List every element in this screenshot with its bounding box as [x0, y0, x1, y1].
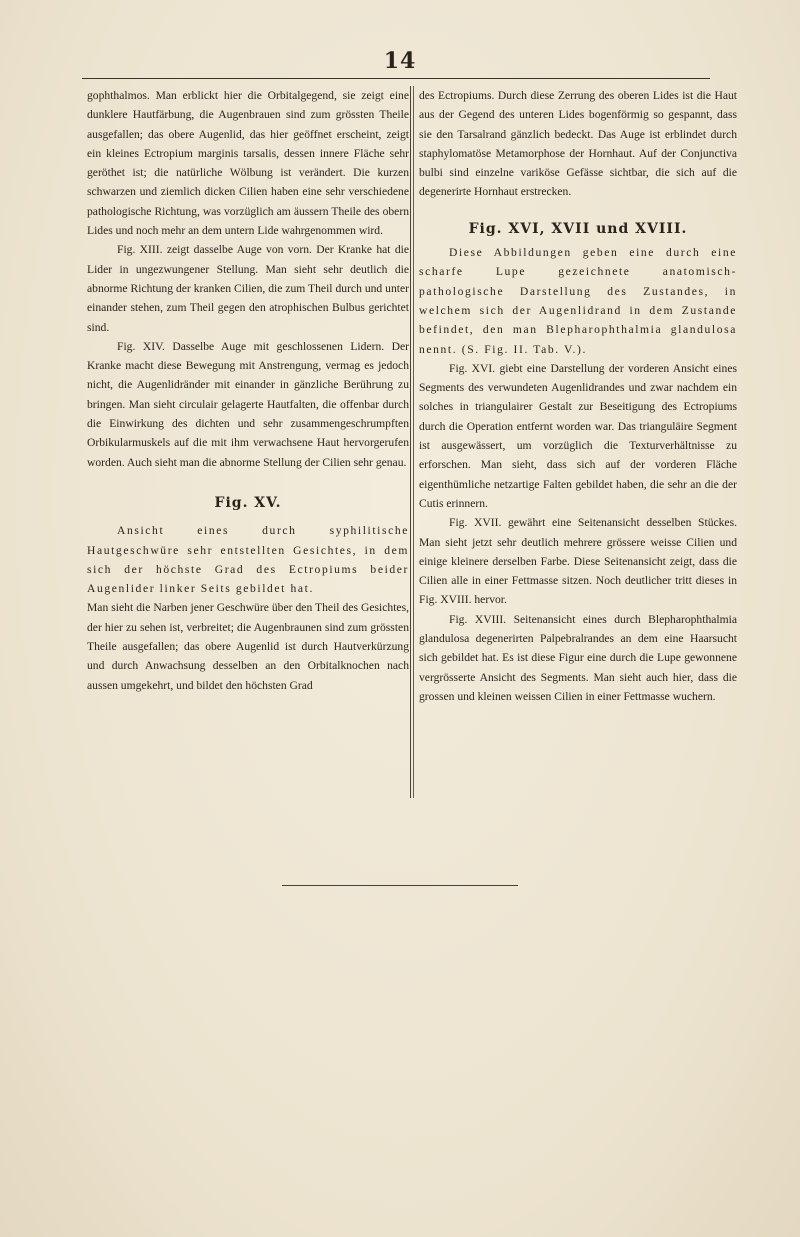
left-paragraph-4: Ansicht eines durch syphilitische Hautgeschwüre sehr entstellten Gesichtes, in dem sich der höchste Grad des Ectropiums beider Augenlider linker Seits gebildet hat.	[87, 524, 409, 596]
column-divider	[410, 86, 411, 798]
left-paragraph-2: Fig. XIII. zeigt dasselbe Auge von vorn. Der Kranke hat die Lider in ungezwungener Stellung. Man sieht sehr deutlich die abnorme Richtung der kranken Cilien, die zum Theil durch und unter einander stehen, zum Theil gegen den atrophischen Bulbus gerichtet sind.	[87, 243, 409, 334]
right-paragraph-3: Fig. XVI. giebt eine Darstellung der vorderen Ansicht eines Segments des verwundeten Augenlidrandes und zwar nachdem ein solches in triangulairer Gestalt zur Beseitigung des Ectropiums durch die Operation entfernt worden war. Das trianguläire Segment ist ausgewässert, um vorzüglich die Texturverhältnisse zu erforschen. Man sieht, dass sich auf der vorderen Fläche eigenthümliche netzartige Falten gebildet haben, die sehr an die der Cutis erinnern.	[419, 361, 737, 510]
header-rule	[82, 78, 710, 79]
right-column	[419, 86, 737, 706]
left-column	[87, 86, 409, 695]
page-number: 14	[383, 48, 417, 74]
fig-xv-heading: Fig. XV.	[214, 494, 282, 511]
right-paragraph-1: des Ectropiums. Durch diese Zerrung des oberen Lides ist die Haut aus der Gegend des unteren Lides bogenförmig so gespannt, dass sie den Tarsalrand gänzlich bedeckt. Das Auge ist erblindet durch staphylomatöse Metamorphose der Hornhaut. Auf der Conjunctiva bulbi sind einzelne variköse Gefässe sichtbar, die sich auf die degenerirte Hornhaut erstrecken.	[419, 89, 737, 199]
left-paragraph-3: Fig. XIV. Dasselbe Auge mit geschlossenen Lidern. Der Kranke macht diese Bewegung mit Anstrengung, vermag es jedoch nicht, die Augenlidränder mit einander in gänzliche Berührung zu bringen. Man sieht circulair gelagerte Hautfalten, die offenbar durch die Einwirkung des dichten und sehr zusammengeschrumpften Orbikularmuskels auf die mit ihm verwachsene Haut hervorgerufen worden. Auch sieht man die abnorme Stellung der Cilien sehr genau.	[87, 339, 409, 469]
right-paragraph-4: Fig. XVII. gewährt eine Seitenansicht desselben Stückes. Man sieht jetzt sehr deutlich mehrere grössere weisse Cilien und einige kleinere derselben Farbe. Diese Seitenansicht zeigt, dass die Cilien alle in einer Fettmasse sitzen. Noch deutlicher tritt dieses in Fig. XVIII. hervor.	[419, 516, 737, 607]
left-paragraph-1: gophthalmos. Man erblickt hier die Orbitalgegend, sie zeigt eine dunklere Hautfärbung, die Augenbrauen sind zum grössten Theile ausgefallen; das obere Augenlid, das hier geöffnet erscheint, zeigt ein kleines Ectropium marginis tarsalis, dessen innere Fläche sehr geröthet ist; die natürliche Wölbung ist verändert. Die kurzen schwarzen und ziemlich dicken Cilien haben eine sehr verschiedene pathologische Richtung, was vorzüglich am äussern Theile des obern Lides und noch mehr an dem untern Lide wahrgenommen wird.	[87, 89, 409, 238]
right-paragraph-5: Fig. XVIII. Seitenansicht eines durch Blepharophthalmia glandulosa degenerirten Palpebralrandes an dem eine Haarsucht sich gebildet hat. Es ist diese Figur eine durch die Lupe gewonnene vergrösserte Ansicht des Segments. Man sieht auch hier, dass die grossen und kleinen weissen Cilien in einer Fettmasse wuchern.	[419, 612, 737, 703]
left-paragraph-5: Man sieht die Narben jener Geschwüre über den Theil des Gesichtes, der hier zu sehen ist, verbreitet; die Augenbraunen sind zum grössten Theile ausgefallen; das obere Augenlid ist durch Hautverkürzung und durch Anwachsung desselben an den Orbitalknochen nach aussen umgekehrt, und bildet den höchsten Grad	[87, 601, 409, 692]
fig-xvi-xviii-heading: Fig. XVI, XVII und XVIII.	[468, 220, 688, 237]
footer-rule	[282, 885, 518, 886]
column-divider-inner	[413, 86, 414, 798]
right-paragraph-2: Diese Abbildungen geben eine durch eine scharfe Lupe gezeichnete anatomisch-pathologische Darstellung des Zustandes, in welchem sich der Augenlidrand in dem Zustande befindet, den man Blepharophthalmia glandulosa nennt. (S. Fig. II. Tab. V.).	[419, 246, 737, 356]
